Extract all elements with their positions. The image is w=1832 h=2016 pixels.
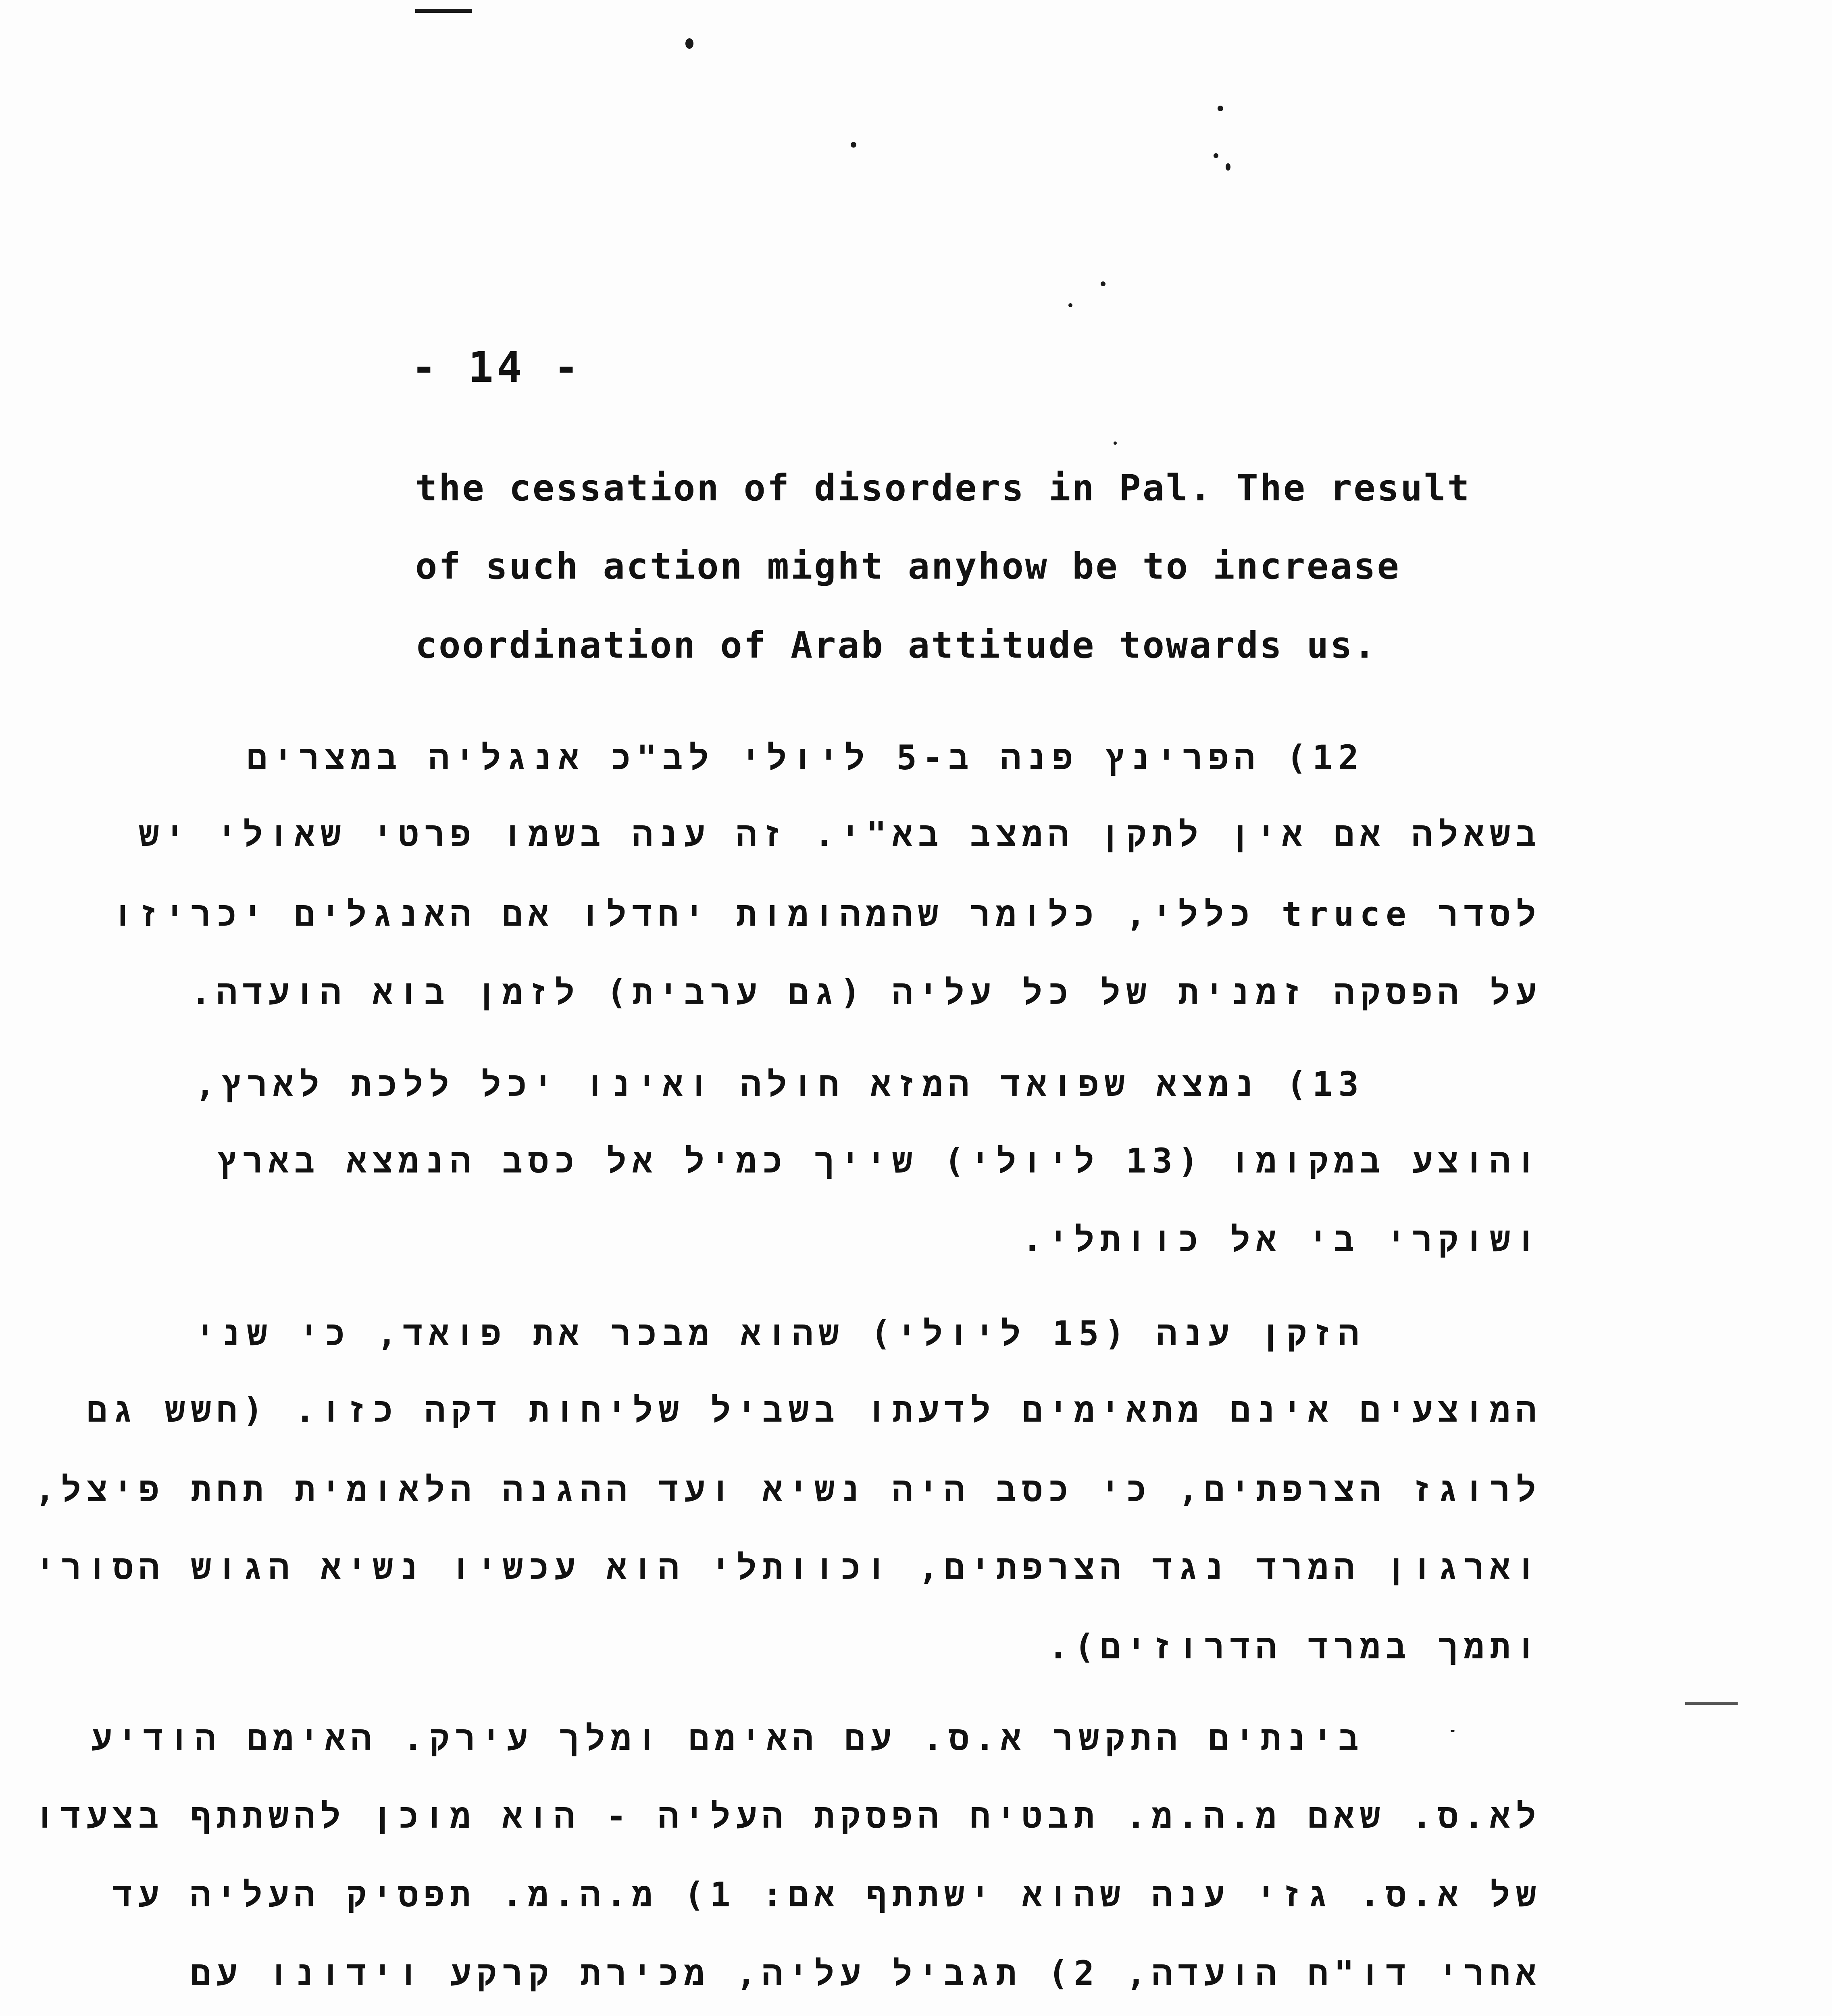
hebrew-line: 13) נמצא שפואד המזא חולה ואינו יכל ללכת לארץ,	[195, 1064, 1364, 1104]
hebrew-line: הזקן ענה (15 ליולי) שהוא מבכר את פואד, כי שני	[195, 1314, 1364, 1353]
scan-speck	[1068, 303, 1072, 307]
english-line: coordination of Arab attitude towards us.	[415, 624, 1377, 666]
english-line: the cessation of disorders in Pal. The result	[415, 467, 1471, 509]
hebrew-line: של א.ס. גזי ענה שהוא ישתתף אם: 1) מ.ה.מ. תפסיק העליה עד	[112, 1875, 1542, 1914]
hebrew-line: על הפסקה זמנית של כל עליה (גם ערבית) לזמן בוא הועדה.	[190, 973, 1542, 1012]
hebrew-line: המוצעים אינם מתאימים לדעתו בשביל שליחות דקה כזו. (חשש גם	[87, 1390, 1542, 1430]
scan-speck	[685, 38, 693, 49]
hebrew-line: בינתים התקשר א.ס. עם האימם ומלך עירק. האימם הודיע	[91, 1718, 1364, 1758]
scan-speck	[1214, 153, 1218, 158]
hebrew-line: 12) הפרינץ פנה ב-5 ליולי לב"כ אנגליה במצרים	[247, 738, 1364, 777]
scan-speck	[1101, 281, 1105, 286]
scan-speck	[1226, 163, 1230, 171]
scan-speck	[1114, 442, 1117, 445]
top-dash-mark	[415, 9, 472, 13]
margin-dash-mark	[1685, 1702, 1738, 1705]
hebrew-line: ותמך במרד הדרוזים).	[1048, 1627, 1542, 1666]
hebrew-line: לא.ס. שאם מ.ה.מ. תבטיח הפסקת העליה - הוא מוכן להשתתף בצעדו	[34, 1796, 1542, 1836]
hebrew-line: והוצע במקומו (13 ליולי) שייך כמיל אל כסב הנמצא בארץ	[217, 1141, 1542, 1181]
page-number: - 14 -	[411, 343, 582, 392]
scan-speck	[851, 142, 856, 148]
hebrew-line: לסדר truce כללי, כלומר שהמהומות יחדלו אם האנגלים יכריזו	[112, 894, 1542, 934]
english-line: of such action might anyhow be to increase	[415, 545, 1401, 587]
hebrew-line: וארגון המרד נגד הצרפתים, וכוותלי הוא עכשיו נשיא הגוש הסורי	[35, 1547, 1542, 1587]
hebrew-line: אחרי דו"ח הועדה, 2) תגביל עליה, מכירת קרקע וידונו עם	[190, 1954, 1542, 1993]
hebrew-line: ושוקרי בי אל כוותלי.	[1022, 1220, 1542, 1259]
scan-speck	[1451, 1730, 1455, 1732]
hebrew-line: בשאלה אם אין לתקן המצב בא"י. זה ענה בשמו פרטי שאולי יש	[138, 814, 1542, 854]
scan-speck	[1218, 106, 1223, 111]
hebrew-line: לרוגז הצרפתים, כי כסב היה נשיא ועד ההגנה הלאומית תחת פיצל,	[35, 1470, 1542, 1509]
